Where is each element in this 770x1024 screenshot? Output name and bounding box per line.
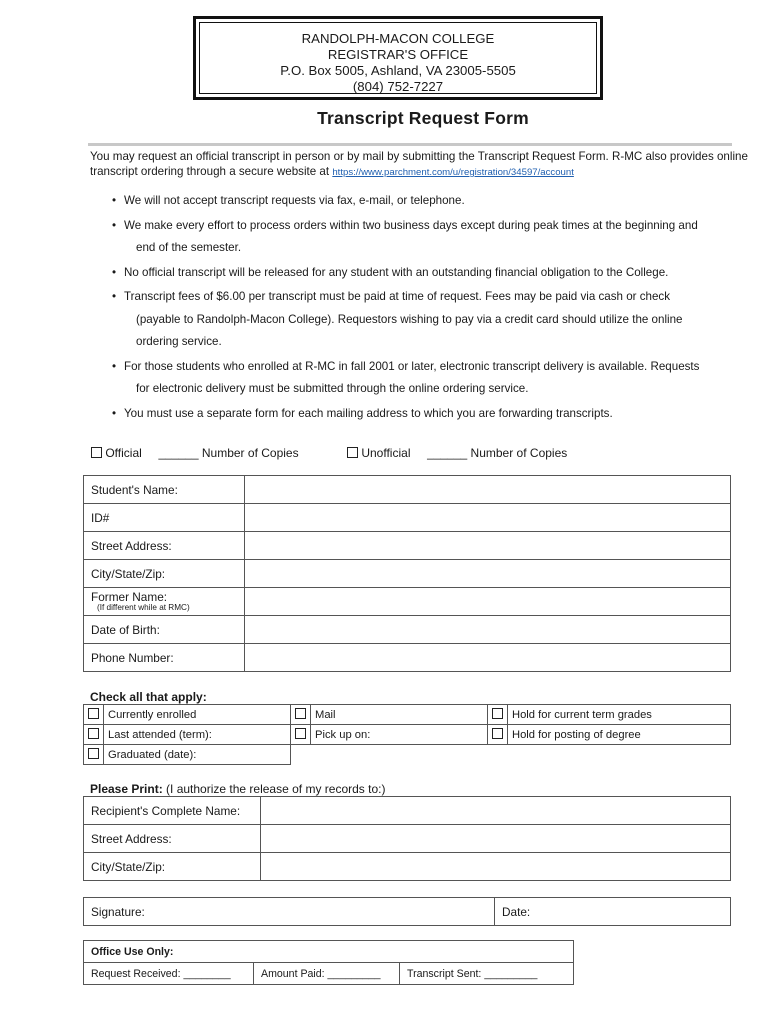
table-row — [84, 560, 731, 588]
table-row — [84, 797, 731, 825]
unofficial-copies-label: Number of Copies — [470, 446, 568, 460]
dob-field[interactable] — [245, 616, 731, 644]
table-row — [84, 941, 574, 963]
student-name-label: Student's Name: — [84, 476, 245, 504]
please-print-note: (I authorize the release of my records to:) — [162, 782, 386, 796]
recipient-street-label: Street Address: — [84, 825, 261, 853]
table-row — [84, 745, 731, 765]
request-received-field: Request Received: ________ — [84, 963, 254, 985]
student-name-field[interactable] — [245, 476, 731, 504]
recipient-name-label: Recipient's Complete Name: — [84, 797, 261, 825]
list-item — [112, 190, 762, 213]
postal-address: P.O. Box 5005, Ashland, VA 23005-5505 — [280, 63, 516, 78]
signature-field[interactable] — [84, 898, 495, 926]
list-item — [112, 215, 762, 260]
status-options-table — [83, 704, 731, 765]
pickup-label: Pick up on: — [311, 725, 488, 745]
graduated-checkbox-cell — [84, 745, 104, 765]
table-row — [84, 616, 731, 644]
student-id-label: ID# — [84, 504, 245, 532]
last-attended-checkbox-cell — [84, 725, 104, 745]
intro-paragraph — [90, 149, 750, 180]
table-row — [84, 532, 731, 560]
list-item — [112, 356, 762, 401]
signature-label: Signature: — [91, 904, 145, 919]
table-row — [84, 825, 731, 853]
hold-degree-checkbox[interactable] — [492, 728, 503, 739]
amount-paid-field: Amount Paid: _________ — [254, 963, 400, 985]
intro-text: You may request an official transcript in person or by mail by submitting the Transcript Request Form. R-MC also provides online transcript ordering through a secure website at — [90, 150, 748, 178]
office-use-heading: Office Use Only: — [84, 941, 574, 963]
table-row — [84, 644, 731, 672]
bullet-text: Transcript fees of $6.00 per transcript must be paid at time of request. Fees may be paid via cash or check — [124, 290, 671, 303]
bullet-text: (payable to Randolph-Macon College). Requestors wishing to pay via a credit card should utilize the online — [136, 312, 683, 326]
former-name-label: Former Name: — [91, 590, 168, 604]
college-header-box — [193, 16, 603, 100]
city-state-zip-field[interactable] — [245, 560, 731, 588]
list-item — [112, 403, 762, 426]
table-row — [84, 898, 731, 926]
street-address-label: Street Address: — [84, 532, 245, 560]
hold-grades-checkbox-cell — [488, 705, 508, 725]
former-name-note: (If different while at RMC) — [97, 603, 190, 612]
transcript-sent-field: Transcript Sent: _________ — [400, 963, 574, 985]
unofficial-label: Unofficial — [361, 446, 411, 460]
unofficial-checkbox[interactable] — [347, 447, 358, 458]
bullet-text: ordering service. — [136, 335, 222, 348]
bullet-text: We will not accept transcript requests via fax, e-mail, or telephone. — [124, 194, 465, 207]
enrolled-checkbox[interactable] — [88, 708, 99, 719]
graduated-checkbox[interactable] — [88, 748, 99, 759]
unofficial-copies-group — [347, 446, 567, 460]
student-id-field[interactable] — [245, 504, 731, 532]
policy-list — [112, 190, 762, 427]
official-label: Official — [105, 446, 142, 460]
table-row — [84, 588, 731, 616]
bullet-text: For those students who enrolled at R-MC in fall 2001 or later, electronic transcript delivery is available. Requests — [124, 359, 700, 373]
table-row — [84, 504, 731, 532]
table-row — [84, 705, 731, 725]
bullet-text: No official transcript will be released for any student with an outstanding financial obligation to the College. — [124, 265, 669, 279]
former-name-field[interactable] — [245, 588, 731, 616]
check-all-heading: Check all that apply: — [90, 690, 207, 704]
phone-field[interactable] — [245, 644, 731, 672]
table-row — [84, 853, 731, 881]
former-name-cell — [84, 588, 245, 616]
table-row — [84, 963, 574, 985]
student-info-table — [83, 475, 731, 672]
title-divider — [88, 143, 732, 146]
list-item — [112, 286, 762, 354]
please-print-heading — [90, 782, 385, 796]
date-field[interactable] — [495, 898, 731, 926]
bullet-text: We make every effort to process orders within two business days except during peak times at the beginning and — [124, 218, 698, 232]
recipient-name-field[interactable] — [261, 797, 731, 825]
city-state-zip-label: City/State/Zip: — [84, 560, 245, 588]
dob-label: Date of Birth: — [84, 616, 245, 644]
graduated-label: Graduated (date): — [104, 745, 291, 765]
official-copies-label: Number of Copies — [201, 446, 299, 460]
mail-label: Mail — [311, 705, 488, 725]
last-attended-checkbox[interactable] — [88, 728, 99, 739]
recipient-city-field[interactable] — [261, 853, 731, 881]
pickup-checkbox-cell — [291, 725, 311, 745]
date-label: Date: — [502, 904, 531, 919]
phone-number: (804) 752-7227 — [352, 79, 444, 94]
mail-checkbox[interactable] — [295, 708, 306, 719]
official-copies-group — [91, 446, 299, 460]
recipient-city-label: City/State/Zip: — [84, 853, 261, 881]
enrolled-label: Currently enrolled — [104, 705, 291, 725]
hold-grades-checkbox[interactable] — [492, 708, 503, 719]
hold-grades-label: Hold for current term grades — [508, 705, 731, 725]
page-title: Transcript Request Form — [317, 108, 529, 128]
bullet-text: for electronic delivery must be submitted through the online ordering service. — [136, 382, 529, 395]
college-name: RANDOLPH-MACON COLLEGE — [301, 31, 495, 46]
table-row — [84, 476, 731, 504]
unofficial-copies-blank[interactable]: ______ — [427, 446, 468, 460]
hold-degree-checkbox-cell — [488, 725, 508, 745]
bullet-text: You must use a separate form for each mailing address to which you are forwarding transcripts. — [124, 406, 613, 420]
last-attended-label: Last attended (term): — [104, 725, 291, 745]
enrolled-checkbox-cell — [84, 705, 104, 725]
official-checkbox[interactable] — [91, 447, 102, 458]
official-copies-blank[interactable]: ______ — [158, 446, 199, 460]
please-print-bold: Please Print: — [90, 782, 163, 796]
office-name: REGISTRAR'S OFFICE — [327, 47, 469, 62]
empty-cell — [291, 745, 731, 765]
hold-degree-label: Hold for posting of degree — [508, 725, 731, 745]
mail-checkbox-cell — [291, 705, 311, 725]
recipient-table — [83, 796, 731, 881]
bullet-text: end of the semester. — [136, 241, 242, 254]
pickup-checkbox[interactable] — [295, 728, 306, 739]
signature-table — [83, 897, 731, 926]
office-use-table — [83, 940, 574, 985]
list-item — [112, 262, 762, 285]
phone-label: Phone Number: — [84, 644, 245, 672]
college-header — [199, 22, 597, 94]
street-address-field[interactable] — [245, 532, 731, 560]
recipient-street-field[interactable] — [261, 825, 731, 853]
parchment-link[interactable]: https://www.parchment.com/u/registration/34597/account — [332, 167, 574, 178]
table-row — [84, 725, 731, 745]
